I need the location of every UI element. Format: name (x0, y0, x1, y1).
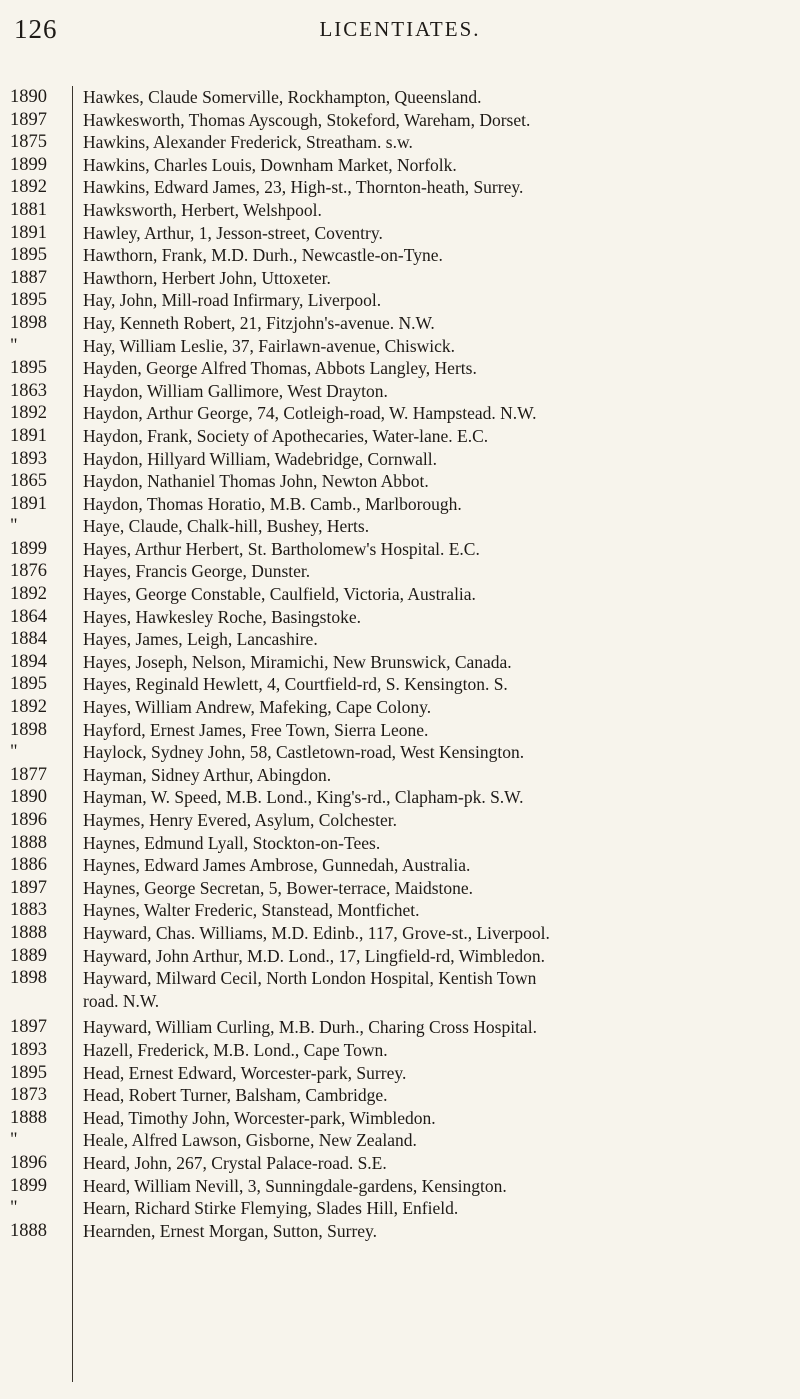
entry-year: 1863 (10, 380, 47, 401)
entry-text: Hawkesworth, Thomas Ayscough, Stokeford, Wareham, Dorset. (83, 109, 531, 130)
entry-row (0, 1175, 800, 1198)
entry-text: Hayward, John Arthur, M.D. Lond., 17, Lingfield-rd, Wimbledon. (83, 945, 545, 966)
entry-row (0, 470, 800, 493)
entry-year: 1888 (10, 832, 47, 853)
entry-row (0, 380, 800, 403)
entry-row (0, 1152, 800, 1175)
entry-row (0, 945, 800, 968)
entry-year: 1875 (10, 132, 47, 153)
entry-text: Haydon, Thomas Horatio, M.B. Camb., Marlborough. (83, 493, 462, 514)
entry-row (0, 606, 800, 629)
entry-row (0, 312, 800, 335)
entry-row (0, 448, 800, 471)
entry-text: Hayes, Reginald Hewlett, 4, Courtfield-rd, S. Kensington. S. (83, 674, 508, 695)
entry-year: 1894 (10, 651, 47, 672)
entry-text: Hearn, Richard Stirke Flemying, Slades Hill, Enfield. (83, 1198, 459, 1219)
entry-row (0, 967, 800, 990)
entry-row (0, 267, 800, 290)
entry-year: 1899 (10, 1175, 47, 1196)
entry-text: Haydon, William Gallimore, West Drayton. (83, 380, 388, 401)
entry-year: 1873 (10, 1085, 47, 1106)
entry-year: 1897 (10, 1017, 47, 1038)
entry-text: Hawkins, Alexander Frederick, Streatham. s.w. (83, 132, 413, 153)
entry-year: 1892 (10, 403, 47, 424)
entry-text: Heale, Alfred Lawson, Gisborne, New Zealand. (83, 1130, 417, 1151)
entry-text: Head, Ernest Edward, Worcester-park, Surrey. (83, 1062, 407, 1083)
entry-row (0, 357, 800, 380)
entry-text: Haylock, Sydney John, 58, Castletown-road, West Kensington. (83, 742, 525, 763)
entry-text: Hayes, William Andrew, Mafeking, Cape Colony. (83, 697, 432, 718)
entry-text: Heard, John, 267, Crystal Palace-road. S.E. (83, 1152, 387, 1173)
entry-text: Hazell, Frederick, M.B. Lond., Cape Town. (83, 1039, 388, 1060)
entry-text: Hayford, Ernest James, Free Town, Sierra Leone. (83, 719, 429, 740)
entry-year: 1876 (10, 561, 47, 582)
entry-year: 1888 (10, 1107, 47, 1128)
entry-list (0, 86, 800, 1242)
entry-row (0, 1129, 800, 1152)
entry-year: 1896 (10, 810, 47, 830)
entry-row (0, 199, 800, 222)
entry-text: Hayes, Joseph, Nelson, Miramichi, New Brunswick, Canada. (83, 651, 512, 672)
entry-row (0, 425, 800, 448)
entry-text: Haydon, Arthur George, 74, Cotleigh-road, W. Hampstead. N.W. (83, 403, 537, 424)
entry-year: 1898 (10, 719, 47, 740)
entry-text: Hayward, Milward Cecil, North London Hospital, Kentish Town (83, 968, 537, 989)
entry-year: 1898 (10, 968, 47, 989)
entry-year: 1893 (10, 1039, 47, 1060)
entry-row (0, 131, 800, 154)
entry-text: Heard, William Nevill, 3, Sunningdale-gardens, Kensington. (83, 1175, 507, 1196)
entry-text: Hayward, Chas. Williams, M.D. Edinb., 117, Grove-st., Liverpool. (83, 922, 550, 943)
entry-row (0, 741, 800, 764)
entry-row (0, 719, 800, 742)
entry-row (0, 786, 800, 809)
entry-text: Hay, Kenneth Robert, 21, Fitzjohn's-avenue. N.W. (83, 312, 435, 333)
entry-row (0, 832, 800, 855)
entry-year: 1891 (10, 222, 47, 243)
entry-year: 1890 (10, 787, 47, 808)
entry-year: 1899 (10, 154, 47, 175)
entry-text: Haymes, Henry Evered, Asylum, Colchester. (83, 810, 397, 830)
entry-row (0, 1039, 800, 1062)
entry-text: Haynes, George Secretan, 5, Bower-terrace, Maidstone. (83, 877, 474, 898)
entry-text: Hawley, Arthur, 1, Jesson-street, Coventry. (83, 222, 383, 243)
entry-text: Hawkins, Charles Louis, Downham Market, Norfolk. (83, 154, 457, 175)
entry-row (0, 651, 800, 674)
entry-text: Hayes, Hawkesley Roche, Basingstoke. (83, 606, 361, 627)
entry-row (0, 86, 800, 109)
entry-text: Haydon, Nathaniel Thomas John, Newton Abbot. (83, 471, 429, 492)
entry-year: 1895 (10, 1062, 47, 1083)
entry-year: " (10, 742, 18, 763)
entry-row (0, 1107, 800, 1130)
entry-text: Haynes, Walter Frederic, Stanstead, Montfichet. (83, 900, 420, 921)
entry-year: 1888 (10, 1220, 47, 1241)
entry-text: Hawkins, Edward James, 23, High-st., Thornton-heath, Surrey. (83, 177, 524, 198)
entry-row (0, 1084, 800, 1107)
entry-year: 1877 (10, 764, 47, 785)
entry-year: 1865 (10, 471, 47, 492)
entry-text: Hayes, Francis George, Dunster. (83, 561, 311, 582)
entry-text: Head, Timothy John, Worcester-park, Wimbledon. (83, 1107, 436, 1128)
entry-row (0, 402, 800, 425)
entry-text: Hawthorn, Frank, M.D. Durh., Newcastle-on-Tyne. (83, 245, 443, 266)
entry-year: 1893 (10, 448, 47, 469)
entry-year: 1897 (10, 877, 47, 898)
entry-year: 1892 (10, 697, 47, 718)
entry-row (0, 922, 800, 945)
entry-year: 1890 (10, 87, 47, 107)
entry-text: Hayman, W. Speed, M.B. Lond., King's-rd., Clapham-pk. S.W. (83, 787, 524, 808)
entry-year: 1892 (10, 177, 47, 198)
entry-year: 1896 (10, 1152, 47, 1173)
entry-text: Hawkes, Claude Somerville, Rockhampton, Queensland. (83, 87, 482, 107)
entry-year: " (10, 516, 18, 537)
entry-year: " (10, 1130, 18, 1151)
entry-year: 1881 (10, 199, 47, 220)
entry-text: Hawksworth, Herbert, Welshpool. (83, 199, 322, 220)
entry-year: 1883 (10, 900, 47, 921)
entry-row (0, 109, 800, 132)
entry-text: Hay, William Leslie, 37, Fairlawn-avenue, Chiswick. (83, 335, 456, 356)
entry-year: 1895 (10, 358, 47, 379)
entry-row (0, 990, 800, 1013)
entry-row (0, 899, 800, 922)
entry-year: 1895 (10, 290, 47, 311)
entry-year: 1898 (10, 312, 47, 333)
entry-year: 1886 (10, 855, 47, 876)
entry-row (0, 560, 800, 583)
entry-row (0, 222, 800, 245)
entry-year: 1892 (10, 584, 47, 605)
entry-text: Haydon, Frank, Society of Apothecaries, Water-lane. E.C. (83, 425, 489, 446)
entry-year: 1887 (10, 267, 47, 288)
entry-year: 1864 (10, 606, 47, 627)
entry-text: Hayes, George Constable, Caulfield, Victoria, Australia. (83, 584, 476, 605)
entry-year: 1895 (10, 674, 47, 695)
entry-row (0, 809, 800, 832)
running-head: LICENTIATES. (319, 17, 481, 41)
entry-year: 1888 (10, 922, 47, 943)
entry-row (0, 335, 800, 358)
entry-year: 1891 (10, 493, 47, 514)
entry-text: Hayes, James, Leigh, Lancashire. (83, 629, 318, 650)
entry-year: 1897 (10, 109, 47, 130)
entry-text: road. N.W. (83, 990, 160, 1011)
entry-text: Hay, John, Mill-road Infirmary, Liverpool. (83, 290, 382, 311)
entry-year: " (10, 335, 18, 356)
entry-text: Haye, Claude, Chalk-hill, Bushey, Herts. (83, 516, 370, 537)
page-number: 126 (14, 14, 58, 44)
entry-row (0, 1220, 800, 1243)
entry-row (0, 244, 800, 267)
entry-text: Hearnden, Ernest Morgan, Sutton, Surrey. (83, 1220, 378, 1241)
entry-row (0, 1062, 800, 1085)
entry-year: " (10, 1198, 18, 1219)
entry-row (0, 176, 800, 199)
entry-row (0, 1197, 800, 1220)
entry-text: Hayes, Arthur Herbert, St. Bartholomew's Hospital. E.C. (83, 538, 480, 559)
entry-row (0, 764, 800, 787)
entry-year: 1895 (10, 245, 47, 266)
entry-row (0, 493, 800, 516)
entry-text: Hayman, Sidney Arthur, Abingdon. (83, 764, 332, 785)
entry-row (0, 1016, 800, 1039)
entry-row (0, 628, 800, 651)
entry-year: 1891 (10, 425, 47, 446)
entry-row (0, 854, 800, 877)
entry-row (0, 154, 800, 177)
entry-text: Hayward, William Curling, M.B. Durh., Charing Cross Hospital. (83, 1017, 537, 1038)
entry-text: Haydon, Hillyard William, Wadebridge, Cornwall. (83, 448, 437, 469)
entry-row (0, 877, 800, 900)
entry-row (0, 583, 800, 606)
entry-row (0, 515, 800, 538)
entry-text: Haynes, Edmund Lyall, Stockton-on-Tees. (83, 832, 381, 853)
entry-text: Haynes, Edward James Ambrose, Gunnedah, Australia. (83, 855, 471, 876)
entry-row (0, 696, 800, 719)
entry-text: Head, Robert Turner, Balsham, Cambridge. (83, 1085, 388, 1106)
entry-row (0, 673, 800, 696)
entry-row (0, 289, 800, 312)
entry-year: 1884 (10, 629, 47, 650)
entry-row (0, 538, 800, 561)
entry-year: 1899 (10, 538, 47, 559)
entry-year: 1889 (10, 945, 47, 966)
entry-text: Hayden, George Alfred Thomas, Abbots Langley, Herts. (83, 358, 477, 379)
entry-text: Hawthorn, Herbert John, Uttoxeter. (83, 267, 331, 288)
